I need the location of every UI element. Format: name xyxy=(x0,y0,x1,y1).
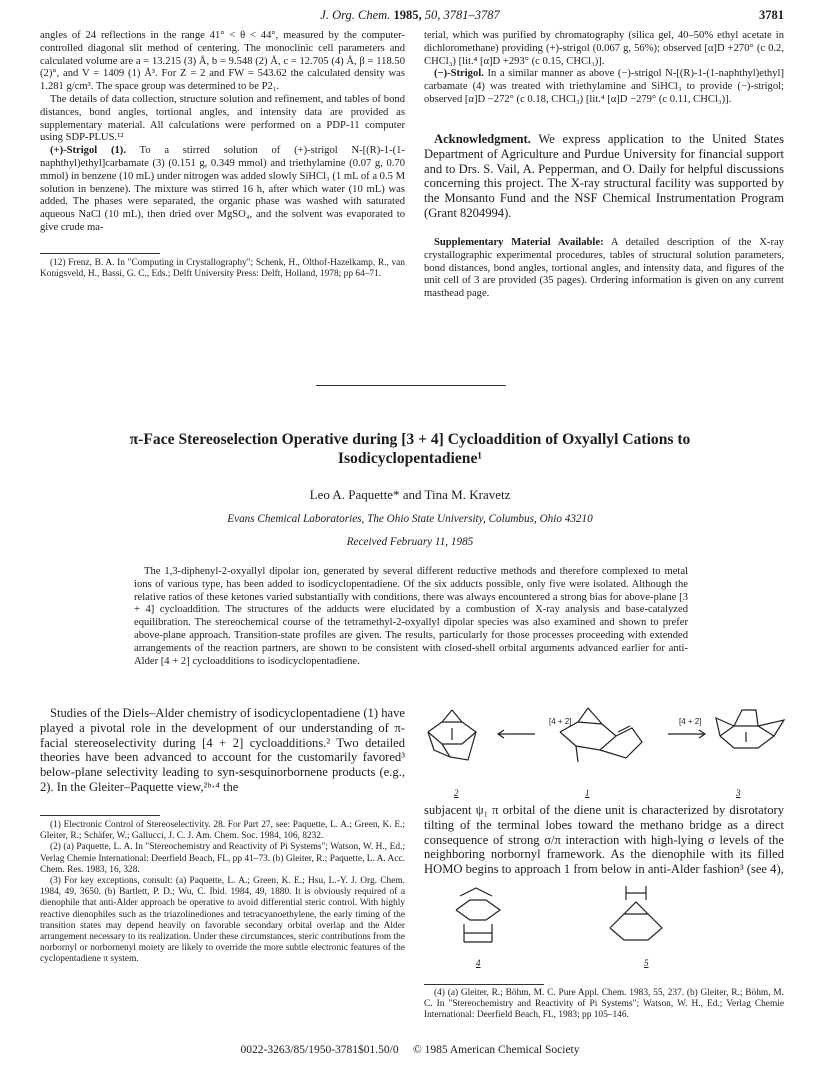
footnote-3: (3) For key exceptions, consult: (a) Paquette, L. A.; Green, K. E.; Hsu, L.-Y. J. Org. Chem. 1984, 49, 3650. (b) Bartlett, P. D.; Wu, C. Ibid. 1984, 49, 1880. It is obviously required of a dienophile that anti-Alder approach be operative to avoid differential steric control. With highly reactive dienophiles such as the triazolinediones and tetracyanoethylene, the early timing of the transition states may depend heavily on favorable secondary orbital overlap and the Alder arrangement necessary to its realization. Under these circumstances, steric contributions from the norbornyl or norbornenyl moiety are likely to override the more subtle electronic features of the cyclopentadiene π system. xyxy=(40,876,405,965)
abstract-text: The 1,3-diphenyl-2-oxyallyl dipolar ion, generated by several different reductive methods and therefore complexed to metal ions of various type, has been added to isodicyclopentadiene. Of the six adducts possible, only five were isolated. Although the relative ratios of these ketones varied substantially with conditions, there was always encountered a strong bias for above-plane [3 + 4] cycloaddition. The structures of the adducts were elucidated by a combustion of X-ray analysis and base-catalyzed equilibration. The stereochemical course of the tetramethyl-2-oxyallyl dipolar species was also examined and shown to prefer above-plane approach. Transition-state profiles are given. The results, particularly for those processes proceeding with extended arrangements of the reaction partners, are shown to be consistent with closed-shell orbital arguments advanced earlier for anti-Alder [4 + 2] cycloadditions to isodicyclopentadiene. xyxy=(134,566,688,667)
structure-3-drawing xyxy=(716,710,784,748)
authors: Leo A. Paquette* and Tina M. Kravetz xyxy=(309,487,511,502)
transition-state-structures xyxy=(420,880,790,960)
body-footnote-rule xyxy=(40,815,160,816)
details-paragraph: The details of data collection, structure solution and refinement, and tables of bond distances, bond angles, tortional angles, and intensity data are provided as supplementary material. All calculations were performed on a PDP-11 computer using SDP-PLUS.¹² xyxy=(40,93,405,144)
article-separator xyxy=(316,385,506,386)
abstract xyxy=(134,566,688,668)
compound-label-1: 1 xyxy=(585,788,590,798)
article-code: 0022-3263/85/1950-3781$01.50/0 xyxy=(240,1044,399,1056)
purification-paragraph: terial, which was purified by chromatography (silica gel, 40–50% ethyl acetate in dichloromethane) providing (+)-strigol (0.067 g, 56%); observed [α]D +270° (c 0.2, CHCl₃) [lit.⁴ [α]D +293° (c 0.15, CHCl₃)]. xyxy=(424,30,784,67)
top-right-column xyxy=(424,30,784,107)
journal-volume: 50, xyxy=(424,8,441,22)
xray-paragraph: angles of 24 reflections in the range 41° < θ < 44°, measured by the computer-controlled diagonal slit method of centering. The monoclinic cell parameters and calculated volume are a = 13.215 (3) Å, b = 9.548 (2) Å, c = 12.705 (4) Å, β = 118.50 (2)°, and V = 1409 (1) Å³. For Z = 2 and FW = 543.62 the calculated density was 1.281 g/cm³. The space group was determined to be P2₁. xyxy=(40,30,405,93)
affiliation: Evans Chemical Laboratories, The Ohio State University, Columbus, Ohio 43210 xyxy=(227,513,593,525)
acknowledgment xyxy=(424,132,784,221)
strigol-procedure xyxy=(40,145,405,235)
copyright: © 1985 American Chemical Society xyxy=(412,1044,580,1056)
structure-4-drawing xyxy=(456,888,500,942)
footnote-4-text: (4) (a) Gleiter, R.; Böhm, M. C. Pure Appl. Chem. 1983, 55, 237. (b) Gleiter, R.; Böhm, M. C. In "Stereochemistry and Reactivity of Pi Systems"; Watson, W. H., Ed.; Verlag Chemie International: Deerfield Beach, FL, 1983; pp 105–146. xyxy=(424,988,784,1021)
minus-strigol-paragraph xyxy=(424,68,784,106)
compound-label-3: 3 xyxy=(736,788,741,798)
supp-heading: Supplementary Material Available: xyxy=(434,237,604,248)
body-left-column xyxy=(40,706,405,795)
journal-pages: 3781–3787 xyxy=(443,8,500,22)
footnote-12-text: (12) Frenz, B. A. In "Computing in Crystallography"; Schenk, H., Olthof-Hazelkamp, R., van Konigsveld, H., Bassi, G. C., Eds.; Delft University Press: Delft, Holland, 1978; pp 64–71. xyxy=(40,258,405,280)
top-left-column xyxy=(40,30,405,235)
body-footnotes xyxy=(40,820,405,966)
structure-2-drawing xyxy=(428,710,476,760)
supplementary-material xyxy=(424,237,784,301)
ack-text: We express application to the United States Department of Agriculture and Purdue University for financial support and to Drs. S. Vail, A. Pepperman, and O. Daily for helpful discussions concerning this project. The X-ray structural facility was supported by the Monsanto Fund and the NSF Chemical Instrumentation Program (Grant 8204994). xyxy=(424,132,785,220)
intro-paragraph: Studies of the Diels–Alder chemistry of isodicyclopentadiene (1) have played a pivotal role in the development of our understanding of π-facial stereoselectivity during [4 + 2] cycloadditions.² Two detailed theories have been advanced to account for the customarily favored³ below-plane selectivity leading to syn-sesquinorbornene products (e.g., 2). In the Gleiter–Paquette view,²ᵇ·⁴ the xyxy=(40,706,405,794)
scheme-1-structures xyxy=(420,702,790,797)
scheme-label-right: [4 + 2] xyxy=(679,717,702,726)
page-footer xyxy=(0,1044,820,1056)
ack-heading: Acknowledgment. xyxy=(434,132,531,146)
structure-1-drawing xyxy=(560,708,642,762)
journal-citation xyxy=(0,8,820,23)
scheme-label-left: [4 + 2] xyxy=(549,717,572,726)
footnote-rule xyxy=(40,253,160,254)
compound-label-4: 4 xyxy=(476,958,481,968)
journal-name: J. Org. Chem. xyxy=(320,8,391,22)
footnote-12 xyxy=(40,258,405,280)
minus-strigol-text: In a similar manner as above (−)-strigol N-[(R)-1-(1-naphthyl)ethyl] carbamate (4) was treated with triethylamine and SiHCl₃ to provide (−)-strigol; observed [α]D −272° (c 0.18, CHCl₃) [lit.⁴ [α]D −279° (c 0.11, CHCl₃)]. xyxy=(424,68,784,105)
orbital-paragraph: subjacent ψ₁ π orbital of the diene unit is characterized by disrotatory tilting of the terminal lobes toward the methano bridge as a direct consequence of strong σ/π interaction with high-lying σ levels of the neighboring norbornyl framework. As the dienophile with its filled HOMO begins to approach 1 from below in anti-Alder fashion³ (see 4), xyxy=(424,803,784,877)
minus-strigol-heading: (−)-Strigol. xyxy=(434,68,484,80)
supp-text: A detailed description of the X-ray crystallographic experimental procedures, tables of structural solution parameters, bond distances, bond angles, tortional angles, and intensity data, and figures of the unit cell of 3 are provided (35 pages). Ordering information is given on any current masthead page. xyxy=(424,237,784,300)
body-right-column xyxy=(424,803,784,877)
footnote-1: (1) Electronic Control of Stereoselectivity. 28. For Part 27, see: Paquette, L. A.; Green, K. E.; Gleiter, R.; Schäfer, W.; Gallucci, J. C. J. Am. Chem. Soc. 1984, 106, 8232. xyxy=(40,820,405,842)
running-header xyxy=(0,8,820,26)
strigol-procedure-text: To a stirred solution of (+)-strigol N-[(R)-1-(1-naphthyl)ethyl]carbamate (3) (0.151 g, 0.349 mmol) and triethylamine (0.07 g, 0.70 mmol) in benzene (10 mL) under nitrogen was added slowly SiHCl₃ (1 mL of a 0.5 M solution in benzene). The mixture was stirred 16 h, after which water (10 mL) was added. The phases were separated, the organic phase was washed with saturated aqueous NaCl (10 mL), then dried over MgSO₄, and the solvent was evaporated to give crude ma- xyxy=(40,145,405,233)
page-number: 3781 xyxy=(759,8,784,22)
article-title: π-Face Stereoselection Operative during [3 + 4] Cycloaddition of Oxyallyl Cations to Isodicyclopentadiene¹ xyxy=(129,431,691,467)
compound-label-2: 2 xyxy=(454,788,459,798)
received-date: Received February 11, 1985 xyxy=(346,536,474,548)
right-footnote-rule xyxy=(424,984,544,985)
structure-5-drawing xyxy=(610,886,662,940)
strigol-heading: (+)-Strigol (1). xyxy=(50,145,126,157)
footnote-2: (2) (a) Paquette, L. A. In "Stereochemistry and Reactivity of Pi Systems"; Watson, W. H., Ed.; Verlag Chemie International: Deerfield Beach, FL, pp 41–73. (b) Gleiter, R.; Paquette, L. A. Acc. Chem. Res. 1983, 16, 328. xyxy=(40,842,405,875)
journal-year: 1985, xyxy=(393,8,422,22)
compound-label-5: 5 xyxy=(644,958,649,968)
footnote-4 xyxy=(424,988,784,1022)
